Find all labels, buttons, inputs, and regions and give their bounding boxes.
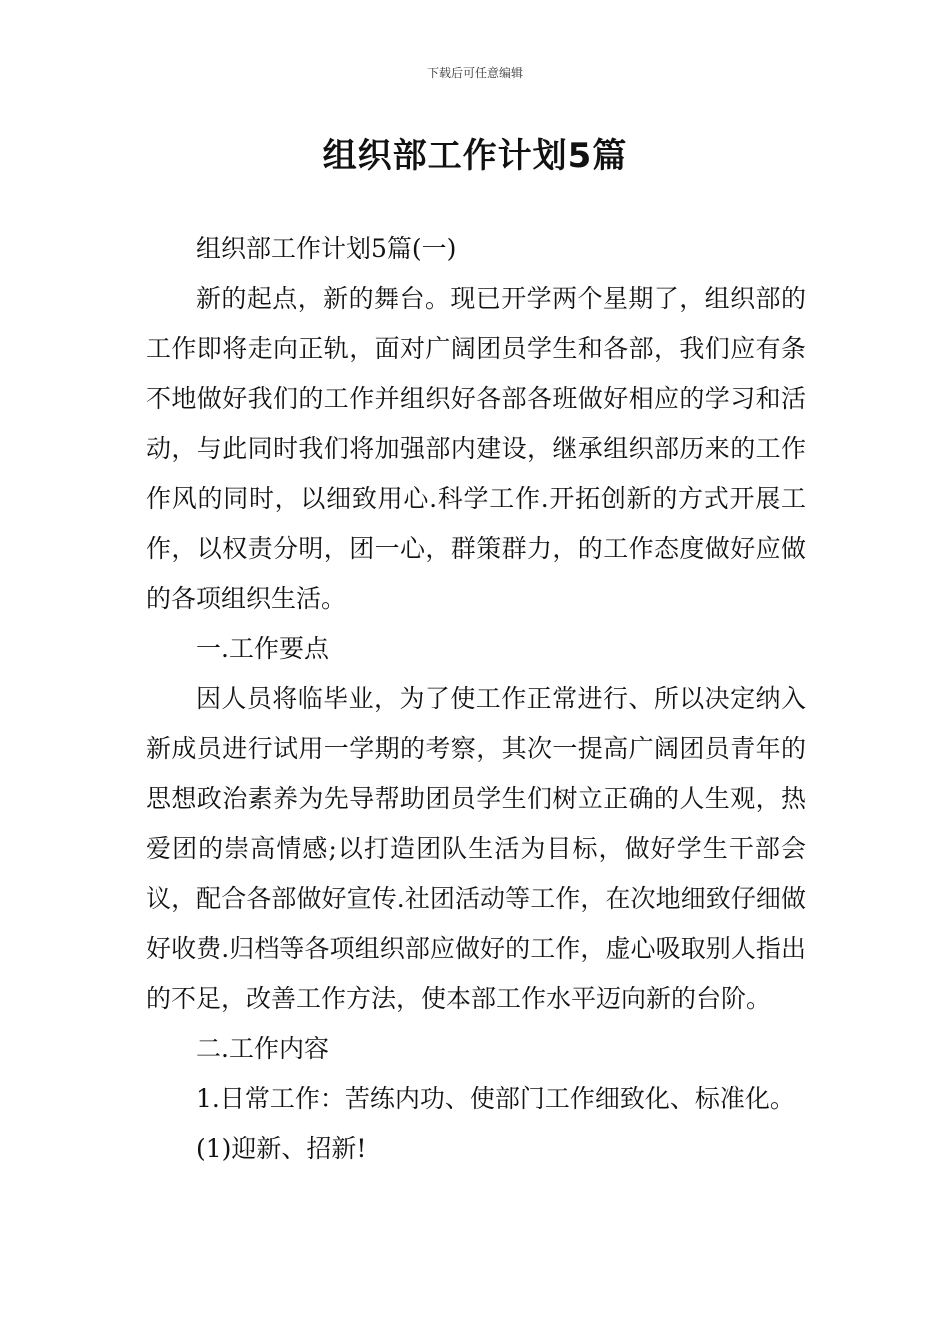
document-body: [146, 224, 806, 1174]
section-heading-work-points: 一.工作要点: [196, 634, 329, 663]
page-header-note: 下载后可任意编辑: [426, 66, 523, 80]
list-item-daily-work: 1.日常工作：苦练内功、使部门工作细致化、标准化。: [196, 1084, 795, 1113]
section-heading-work-content: 二.工作内容: [196, 1034, 329, 1063]
intro-paragraph: 新的起点，新的舞台。现已开学两个星期了，组织部的工作即将走向正轨，面对广阔团员学生和各部，我们应有条不地做好我们的工作并组织好各部各班做好相应的学习和活动，与此同时我们将加强部内建设，继承组织部历来的工作作风的同时，以细致用心.科学工作.开拓创新的方式开展工作，以权责分明，团一心，群策群力，的工作态度做好应做的各项组织生活。: [146, 284, 806, 613]
document-title: 组织部工作计划5篇: [322, 136, 628, 176]
list-item-recruitment: (1)迎新、招新!: [196, 1134, 367, 1163]
section-heading-part-one: 组织部工作计划5篇(一): [196, 234, 457, 263]
work-points-paragraph: 因人员将临毕业，为了使工作正常进行、所以决定纳入新成员进行试用一学期的考察，其次一提高广阔团员青年的思想政治素养为先导帮助团员学生们树立正确的人生观，热爱团的崇高情感;以打造团队生活为目标，做好学生干部会议，配合各部做好宣传.社团活动等工作，在次地细致仔细做好收费.归档等各项组织部应做好的工作，虚心吸取别人指出的不足，改善工作方法，使本部工作水平迈向新的台阶。: [146, 684, 806, 1013]
